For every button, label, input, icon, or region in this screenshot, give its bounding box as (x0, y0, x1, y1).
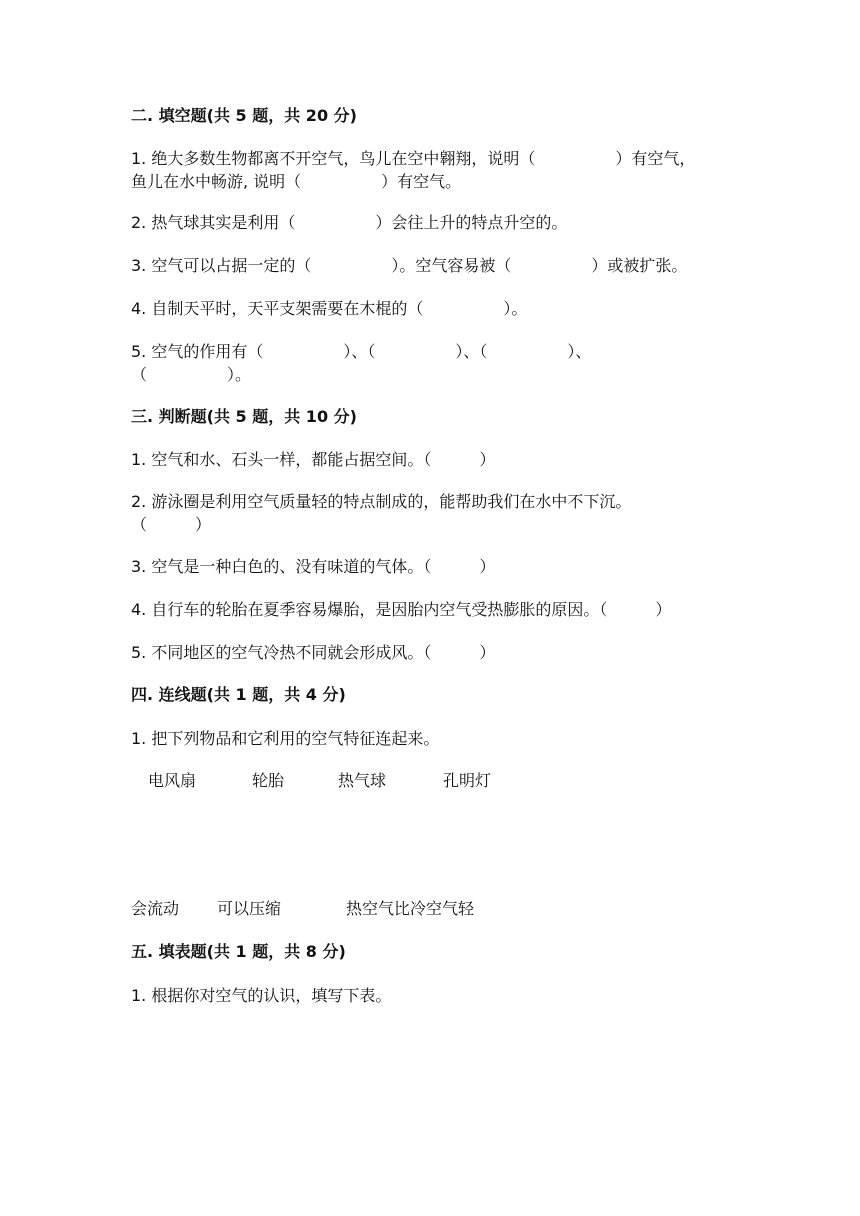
fill-q1-line2: 鱼儿在水中畅游, 说明（ ）有空气。 (131, 172, 462, 191)
match-feature-hot-air-lighter: 热空气比冷空气轻 (346, 899, 475, 918)
match-item-hot-air-balloon: 热气球 (338, 771, 387, 790)
section-2-heading: 二. 填空题(共 5 题，共 20 分) (131, 106, 357, 125)
judge-q2-line1: 2. 游泳圈是利用空气质量轻的特点制成的，能帮助我们在水中不下沉。 (131, 492, 632, 511)
fill-q3: 3. 空气可以占据一定的（ ）。空气容易被（ ）或被扩张。 (131, 256, 688, 275)
match-feature-flows: 会流动 (131, 899, 180, 918)
section-3-heading: 三. 判断题(共 5 题，共 10 分) (131, 407, 357, 426)
judge-q4: 4. 自行车的轮胎在夏季容易爆胎，是因胎内空气受热膨胀的原因。（ ） (131, 600, 672, 619)
fill-q4: 4. 自制天平时，天平支架需要在木棍的（ ）。 (131, 299, 528, 318)
match-item-tire: 轮胎 (252, 771, 285, 790)
match-feature-compressible: 可以压缩 (217, 899, 282, 918)
match-q1: 1. 把下列物品和它利用的空气特征连起来。 (131, 729, 440, 748)
match-item-fan: 电风扇 (148, 771, 197, 790)
table-q1: 1. 根据你对空气的认识，填写下表。 (131, 986, 392, 1005)
fill-q1-line1: 1. 绝大多数生物都离不开空气，鸟儿在空中翱翔，说明（ ）有空气， (131, 149, 696, 168)
section-5-heading: 五. 填表题(共 1 题，共 8 分) (131, 942, 346, 961)
judge-q3: 3. 空气是一种白色的、没有味道的气体。（ ） (131, 557, 496, 576)
fill-q5-line2: （ ）。 (131, 365, 252, 384)
judge-q2-line2: （ ） (131, 515, 212, 534)
judge-q1: 1. 空气和水、石头一样，都能占据空间。（ ） (131, 450, 496, 469)
match-item-sky-lantern: 孔明灯 (443, 771, 492, 790)
judge-q5: 5. 不同地区的空气冷热不同就会形成风。（ ） (131, 643, 496, 662)
section-4-heading: 四. 连线题(共 1 题，共 4 分) (131, 685, 346, 704)
fill-q2: 2. 热气球其实是利用（ ）会往上升的特点升空的。 (131, 213, 568, 232)
fill-q5-line1: 5. 空气的作用有（ ）、（ ）、（ ）、 (131, 342, 592, 361)
